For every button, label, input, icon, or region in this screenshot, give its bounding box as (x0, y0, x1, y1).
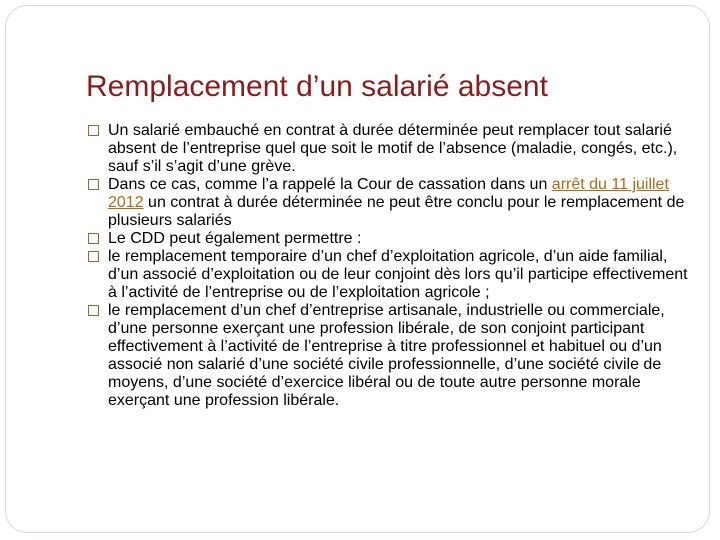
square-bullet-icon (88, 305, 99, 316)
bullet-item-1 (88, 122, 688, 176)
bullet-item-2 (88, 176, 688, 230)
square-bullet-icon (88, 233, 99, 244)
bullet-text: Un salarié embauché en contrat à durée déterminée peut remplacer tout salarié absent de l’entreprise quel que soit le motif de l’absence (maladie, congés, etc.), sauf s’il s’agit d’une grève. (108, 122, 678, 175)
bullet-item-5 (88, 302, 688, 410)
square-bullet-icon (88, 125, 99, 136)
bullet-text: Dans ce cas, comme l’a rappelé la Cour de cassation dans un (108, 176, 552, 193)
slide-title: Remplacement d’un salarié absent (86, 70, 548, 103)
bullet-text: le remplacement temporaire d’un chef d’exploitation agricole, d’un aide familial, d’un associé d’exploitation ou de leur conjoint dès lors qu’il participe effectivement à l’activité de l’entreprise ou de l’exploitation agricole ; (108, 248, 688, 301)
bullet-text: le remplacement d’un chef d’entreprise artisanale, industrielle ou commerciale, d’une personne exerçant une profession libérale, de son conjoint participant effectivement à l’activité de l’entreprise à titre professionnel et habituel ou d’un associé non salarié d’une société civile professionnelle, d’une société civile de moyens, d’une société d’exercice libéral ou de toute autre personne morale exerçant une profession libérale. (108, 302, 665, 409)
square-bullet-icon (88, 179, 99, 190)
bullet-list (88, 122, 688, 410)
arret-link[interactable]: arrêt du 11 juillet 2012 (108, 176, 669, 211)
bullet-item-3 (88, 230, 688, 248)
bullet-item-4 (88, 248, 688, 302)
bullet-text: Le CDD peut également permettre : (108, 230, 362, 247)
square-bullet-icon (88, 251, 99, 262)
bullet-text-continued: un contrat à durée déterminée ne peut être conclu pour le remplacement de plusieurs salariés (108, 194, 685, 229)
slide-frame (5, 5, 710, 533)
